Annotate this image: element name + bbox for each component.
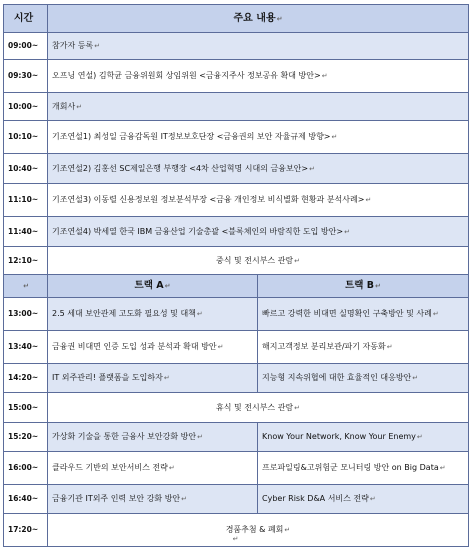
content-text: 기조연설4) 박세열 한국 IBM 금융산업 기술총괄 <블록체인의 바람직한 도입 방안> [52, 226, 344, 236]
para-mark: ↵ [23, 282, 29, 290]
time-label: 13:00~ [8, 309, 39, 318]
track-row [4, 452, 469, 485]
session-text: IT 외주관리! 플랫폼을 도입하자 [52, 373, 163, 382]
track-a-session [48, 452, 258, 485]
content-text: 경품추첨 & 폐회 [225, 525, 284, 534]
time-label: 15:20~ [8, 432, 39, 441]
row-time [4, 184, 48, 217]
row-content [48, 247, 469, 275]
break-row [4, 393, 469, 423]
track-b-label: 트랙 B [345, 280, 375, 291]
schedule-row [4, 247, 469, 275]
row-time [4, 93, 48, 121]
session-text: 프로파일링&고위험군 모니터링 방안 on Big Data [262, 463, 439, 472]
session-text: 2.5 세대 보안관제 고도화 필요성 및 대책 [52, 309, 196, 318]
track-a-label: 트랙 A [134, 280, 164, 291]
header-time: 시간 [4, 5, 48, 33]
para-mark: ↵ [369, 495, 376, 503]
track-a-session [48, 364, 258, 393]
para-mark: ↵ [294, 256, 301, 265]
time-label: 10:00~ [8, 101, 39, 111]
trailing-para-mark: ↵ [232, 535, 239, 543]
row-time [4, 393, 48, 423]
header-row [4, 5, 469, 33]
track-b-session [258, 423, 469, 452]
track-b-session [258, 298, 469, 331]
track-b-session [258, 452, 469, 485]
time-label: 17:20~ [8, 525, 39, 534]
time-label: 11:40~ [8, 226, 39, 236]
row-content [48, 33, 469, 60]
track-b-session [258, 364, 469, 393]
session-text: Cyber Risk D&A 서비스 전략 [262, 494, 369, 503]
para-mark: ↵ [439, 464, 446, 472]
content-text: 기조연설1) 최성일 금융감독원 IT정보보호단장 <금융권의 보안 자율규제 방향> [52, 132, 331, 141]
content-text: 참가자 등록 [52, 41, 94, 50]
row-time [4, 331, 48, 364]
row-content [48, 121, 469, 154]
schedule-row [4, 33, 469, 60]
time-label: 15:00~ [8, 402, 39, 412]
schedule-table [3, 4, 469, 547]
row-time [4, 485, 48, 514]
track-a-header [48, 275, 258, 298]
row-time [4, 60, 48, 93]
row-time [4, 423, 48, 452]
session-text: 지능형 지속위협에 대한 효율적인 대응방안 [262, 373, 412, 382]
track-b-session [258, 485, 469, 514]
track-row [4, 331, 469, 364]
para-mark: ↵ [196, 310, 203, 318]
para-mark: ↵ [344, 227, 350, 236]
content-text: 개회사 [52, 101, 76, 111]
para-mark: ↵ [284, 526, 291, 534]
session-text: 금융기관 IT외주 인력 보안 강화 방안 [52, 494, 181, 503]
content-text: 휴식 및 전시부스 관람 [215, 402, 294, 412]
content-text: 중식 및 전시부스 관람 [215, 255, 294, 265]
header-content [48, 5, 469, 33]
time-label: 09:00~ [8, 41, 39, 50]
track-row [4, 423, 469, 452]
session-text: 빠르고 강력한 비대면 실명확인 구축방안 및 사례 [262, 309, 432, 318]
row-time [4, 154, 48, 184]
session-text: 가상화 기술을 통한 금융사 보안강화 방안 [52, 432, 197, 441]
header-content-label: 주요 내용 [233, 12, 276, 24]
time-label: 14:20~ [8, 373, 39, 382]
row-time [4, 247, 48, 275]
track-row [4, 298, 469, 331]
schedule-row [4, 60, 469, 93]
schedule-row [4, 93, 469, 121]
para-mark: ↵ [412, 374, 419, 382]
session-text: Know Your Network, Know Your Enemy [262, 432, 416, 441]
track-row [4, 364, 469, 393]
schedule-row [4, 217, 469, 247]
row-time [4, 121, 48, 154]
row-time [4, 298, 48, 331]
session-text: 클라우드 기반의 보안서비스 전략 [52, 463, 168, 472]
para-mark: ↵ [217, 343, 224, 351]
track-header-row [4, 275, 469, 298]
track-a-session [48, 298, 258, 331]
track-b-session [258, 331, 469, 364]
para-mark: ↵ [331, 133, 338, 141]
schedule-table-container [3, 4, 468, 547]
para-mark: ↵ [294, 403, 301, 412]
time-label: 12:10~ [8, 255, 39, 265]
para-mark: ↵ [163, 374, 170, 382]
content-text: 오프닝 연설) 김학균 금융위원회 상임위원 <금융지주사 정보공유 확대 방안> [52, 71, 321, 80]
para-mark: ↵ [181, 495, 188, 503]
para-mark: ↵ [164, 282, 171, 290]
row-content [48, 393, 469, 423]
para-mark: ↵ [197, 433, 203, 441]
track-b-header [258, 275, 469, 298]
row-content [48, 93, 469, 121]
para-mark: ↵ [416, 433, 423, 441]
content-text: 기조연설2) 김홍선 SC제일은행 부행장 <4차 산업혁명 시대의 금융보안> [52, 163, 309, 173]
track-a-session [48, 485, 258, 514]
para-mark: ↵ [76, 102, 83, 111]
time-label: 16:00~ [8, 463, 39, 472]
para-mark: ↵ [432, 310, 439, 318]
para-mark: ↵ [276, 14, 283, 23]
schedule-row [4, 184, 469, 217]
track-a-session [48, 423, 258, 452]
schedule-row [4, 154, 469, 184]
track-a-session [48, 331, 258, 364]
row-content [48, 217, 469, 247]
para-mark: ↵ [168, 464, 175, 472]
row-time [4, 217, 48, 247]
track-row [4, 485, 469, 514]
session-text: 해지고객정보 분리보관/파기 자동화 [262, 342, 386, 351]
para-mark: ↵ [375, 282, 381, 290]
session-text: 금융권 비대면 인증 도입 성과 분석과 확대 방안 [52, 342, 217, 351]
time-label: 09:30~ [8, 71, 39, 80]
para-mark: ↵ [309, 164, 315, 173]
time-label: 11:10~ [8, 195, 39, 204]
schedule-row [4, 121, 469, 154]
time-label: 10:10~ [8, 132, 39, 141]
time-label: 13:40~ [8, 342, 39, 351]
content-text: 기조연설3) 이동렬 신용정보원 정보분석부장 <금융 개인정보 비식별화 현황과 분석사례> [52, 195, 365, 204]
row-time [4, 452, 48, 485]
row-content [48, 60, 469, 93]
para-mark: ↵ [386, 343, 393, 351]
row-content [48, 184, 469, 217]
time-label: 10:40~ [8, 163, 39, 173]
para-mark: ↵ [321, 72, 328, 80]
time-label: 16:40~ [8, 494, 39, 503]
row-content [48, 154, 469, 184]
row-time [4, 364, 48, 393]
track-header-time [4, 275, 48, 298]
para-mark: ↵ [365, 196, 372, 204]
para-mark: ↵ [94, 42, 101, 50]
row-time [4, 33, 48, 60]
